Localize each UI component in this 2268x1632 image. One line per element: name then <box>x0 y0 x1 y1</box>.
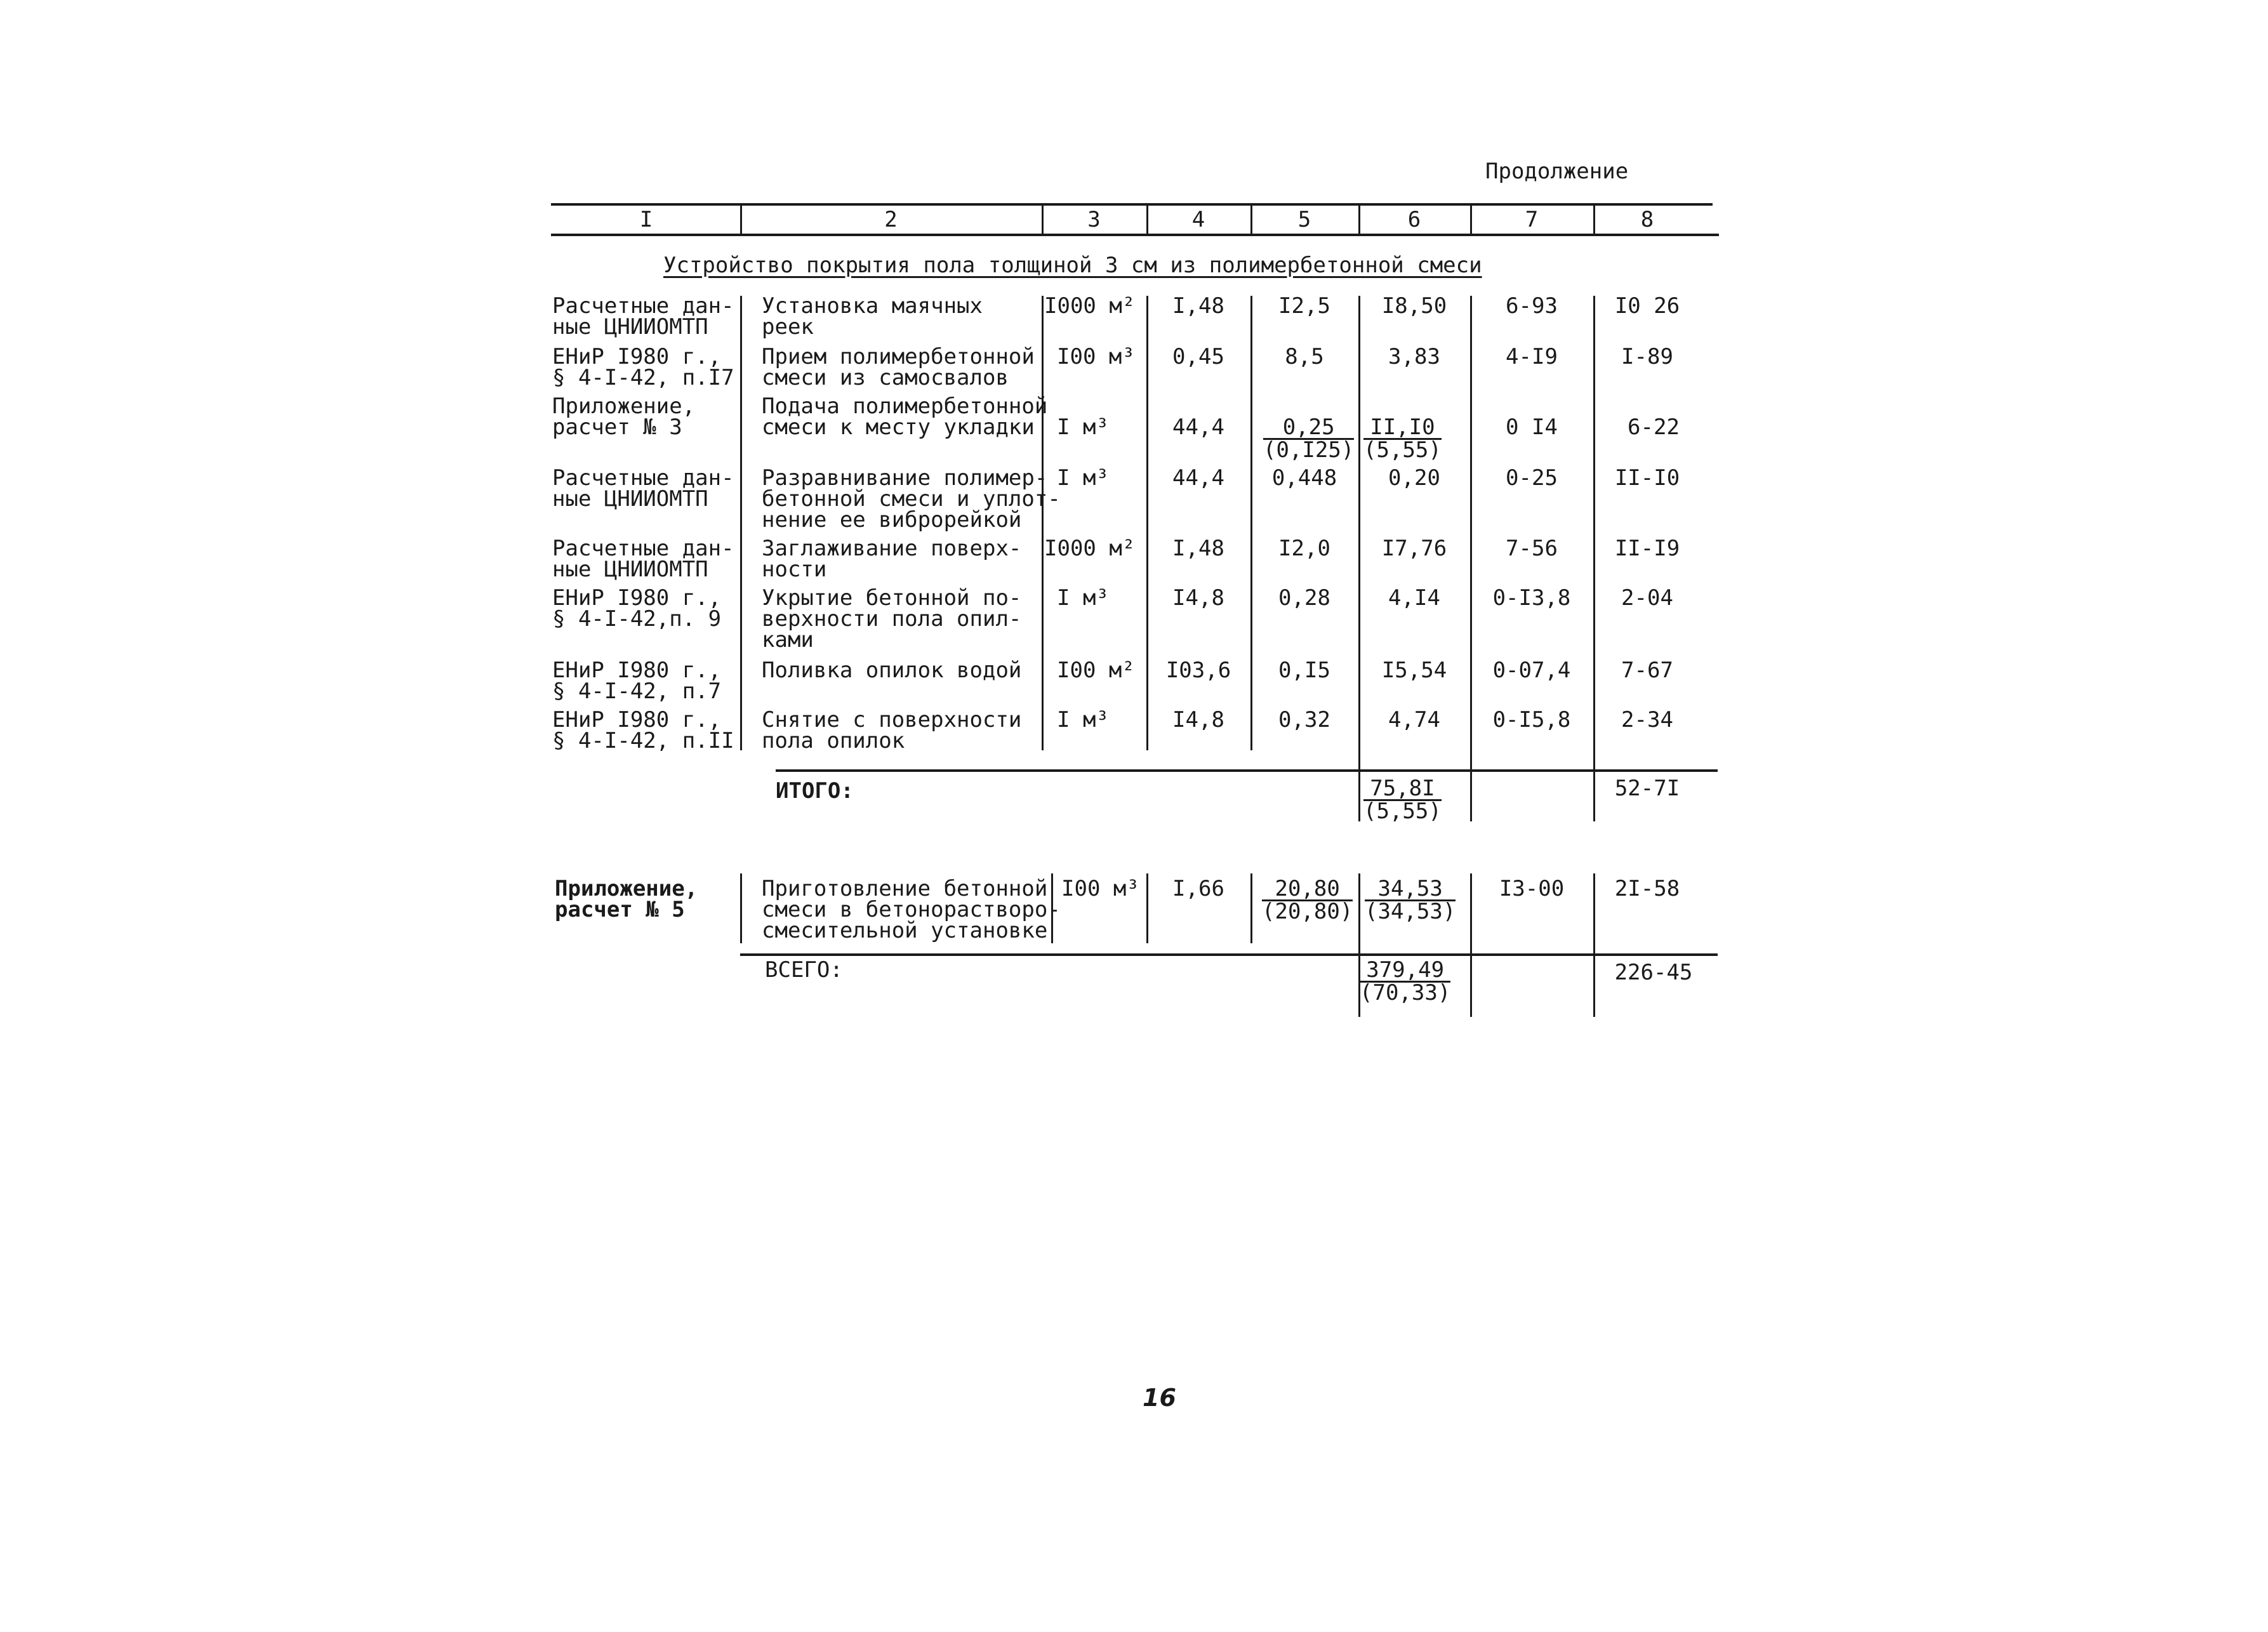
extra-col6-fraction <box>1365 876 1456 924</box>
row-source: Расчетные дан- ные ЦНИИОМТП <box>552 536 734 582</box>
row-col5: I2,5 <box>1278 293 1330 319</box>
row-source: Расчетные дан- ные ЦНИИОМТП <box>552 293 734 340</box>
vsego-rule <box>740 953 1718 956</box>
row-col6: 0,20 <box>1388 465 1440 491</box>
extra-source: Приложение, расчет № 5 <box>555 876 698 922</box>
row-unit: I м³ <box>1057 465 1109 491</box>
row-col6: I5,54 <box>1381 658 1447 683</box>
row-source: ЕНиР I980 г., § 4-I-42,п. 9 <box>552 585 722 632</box>
row-col7: 4-I9 <box>1506 344 1558 369</box>
row-col7: 7-56 <box>1506 536 1558 561</box>
column-divider <box>740 873 742 943</box>
row-qty: 44,4 <box>1172 415 1224 440</box>
fraction-numerator: 34,53 <box>1365 879 1456 901</box>
row-source: Приложение, расчет № 3 <box>552 394 696 440</box>
row-unit: I м³ <box>1057 415 1109 440</box>
row-col8: 7-67 <box>1621 658 1673 683</box>
row-qty: 44,4 <box>1172 465 1224 491</box>
row-qty: I4,8 <box>1172 707 1224 733</box>
row-col6: I7,76 <box>1381 536 1447 561</box>
row-col7: 0-I5,8 <box>1492 707 1571 733</box>
row-qty: I4,8 <box>1172 585 1224 611</box>
fraction-numerator: 0,25 <box>1263 417 1354 440</box>
row-col5: 0,448 <box>1271 465 1337 491</box>
row-unit: I00 м³ <box>1057 344 1135 369</box>
row-qty: 0,45 <box>1172 344 1224 369</box>
row-unit: I00 м² <box>1057 658 1135 683</box>
fraction-denominator: (70,33) <box>1360 980 1451 1005</box>
row-qty: I,48 <box>1172 293 1224 319</box>
fraction-numerator: 379,49 <box>1360 960 1450 983</box>
row-col7: 6-93 <box>1506 293 1558 319</box>
extra-col5-fraction <box>1262 876 1353 924</box>
vsego-col6-fraction <box>1360 957 1451 1005</box>
row-work: Подача полимербетонной смеси к месту укладки <box>762 394 1048 440</box>
row-col5: 0,32 <box>1278 707 1330 733</box>
extra-unit: I00 м³ <box>1061 876 1139 901</box>
row-unit: I м³ <box>1057 585 1109 611</box>
row-work: Укрытие бетонной по- верхности пола опил- ками <box>762 585 1022 653</box>
fraction-denominator: (5,55) <box>1363 437 1442 463</box>
page-number: 16 <box>1143 1384 1176 1412</box>
row-unit: I000 м² <box>1044 536 1136 561</box>
col-header-5: 5 <box>1297 207 1311 232</box>
row-col6: 4,74 <box>1388 707 1440 733</box>
col-header-2: 2 <box>884 207 898 232</box>
row-work: Поливка опилок водой <box>762 658 1022 683</box>
row-work: Заглаживание поверх- ности <box>762 536 1022 582</box>
row-col6: 3,83 <box>1388 344 1440 369</box>
row-work: Разравнивание полимер- бетонной смеси и уплот- нение ее виброрейкой <box>762 465 1061 533</box>
row-col8: II-I9 <box>1614 536 1680 561</box>
row-col7: 0 I4 <box>1506 415 1558 440</box>
row-col8: 2-34 <box>1621 707 1673 733</box>
fraction-denominator: (20,80) <box>1262 899 1353 924</box>
col-header-3: 3 <box>1087 207 1101 232</box>
row-col8: I-89 <box>1621 344 1673 369</box>
col-header-1: I <box>639 207 653 232</box>
row-col6: I8,50 <box>1381 293 1447 319</box>
vsego-label: ВСЕГО: <box>765 957 843 983</box>
extra-work: Приготовление бетонной смеси в бетонорастворо- смесительной установке <box>762 876 1061 943</box>
header-top-rule <box>551 203 1713 206</box>
col-header-7: 7 <box>1525 207 1539 232</box>
section-title: Устройство покрытия пола толщиной 3 см из полимербетонной смеси <box>663 253 1482 278</box>
row-col5: 8,5 <box>1285 344 1324 369</box>
fraction-denominator: (5,55) <box>1363 799 1442 824</box>
row-col7: 0-07,4 <box>1492 658 1571 683</box>
row-col8: 2-04 <box>1621 585 1673 611</box>
column-divider <box>1250 873 1252 943</box>
row-col6: 4,I4 <box>1388 585 1440 611</box>
fraction-numerator: 75,8I <box>1363 778 1442 801</box>
row-work: Установка маячных реек <box>762 293 983 340</box>
itogo-rule <box>776 769 1718 772</box>
fraction-denominator: (0,I25) <box>1263 437 1355 463</box>
row-col5-fraction <box>1263 417 1354 461</box>
col-header-4: 4 <box>1191 207 1205 232</box>
header-bottom-rule <box>551 234 1719 236</box>
row-work: Прием полимербетонной смеси из самосвалов <box>762 344 1035 390</box>
extra-qty: I,66 <box>1172 876 1224 901</box>
row-source: ЕНиР I980 г., § 4-I-42, п.II <box>552 707 734 753</box>
itogo-col8: 52-7I <box>1614 776 1680 801</box>
continuation-label: Продолжение <box>1485 159 1629 184</box>
col-header-6: 6 <box>1407 207 1421 232</box>
row-unit: I000 м² <box>1044 293 1136 319</box>
row-col7: 0-I3,8 <box>1492 585 1571 611</box>
vsego-col8: 226-45 <box>1614 960 1693 985</box>
row-unit: I м³ <box>1057 707 1109 733</box>
column-divider <box>740 296 742 750</box>
fraction-denominator: (34,53) <box>1365 899 1456 924</box>
itogo-col6-fraction <box>1363 778 1442 822</box>
row-col8: II-I0 <box>1614 465 1680 491</box>
row-work: Снятие с поверхности пола опилок <box>762 707 1022 753</box>
row-col5: 0,I5 <box>1278 658 1330 683</box>
extra-col8: 2I-58 <box>1614 876 1680 901</box>
row-source: ЕНиР I980 г., § 4-I-42, п.I7 <box>552 344 734 390</box>
row-qty: I03,6 <box>1165 658 1231 683</box>
col-header-8: 8 <box>1640 207 1654 232</box>
fraction-numerator: II,I0 <box>1363 417 1442 440</box>
row-col8: I0 26 <box>1614 293 1680 319</box>
row-col5: 0,28 <box>1278 585 1330 611</box>
row-col8: 6-22 <box>1628 415 1680 440</box>
row-source: ЕНиР I980 г., § 4-I-42, п.7 <box>552 658 722 704</box>
fraction-numerator: 20,80 <box>1262 879 1353 901</box>
extra-col7: I3-00 <box>1499 876 1565 901</box>
row-source: Расчетные дан- ные ЦНИИОМТП <box>552 465 734 512</box>
row-col7: 0-25 <box>1506 465 1558 491</box>
itogo-label: ИТОГО: <box>776 778 854 804</box>
row-col5: I2,0 <box>1278 536 1330 561</box>
row-col6-fraction <box>1363 417 1442 461</box>
row-qty: I,48 <box>1172 536 1224 561</box>
